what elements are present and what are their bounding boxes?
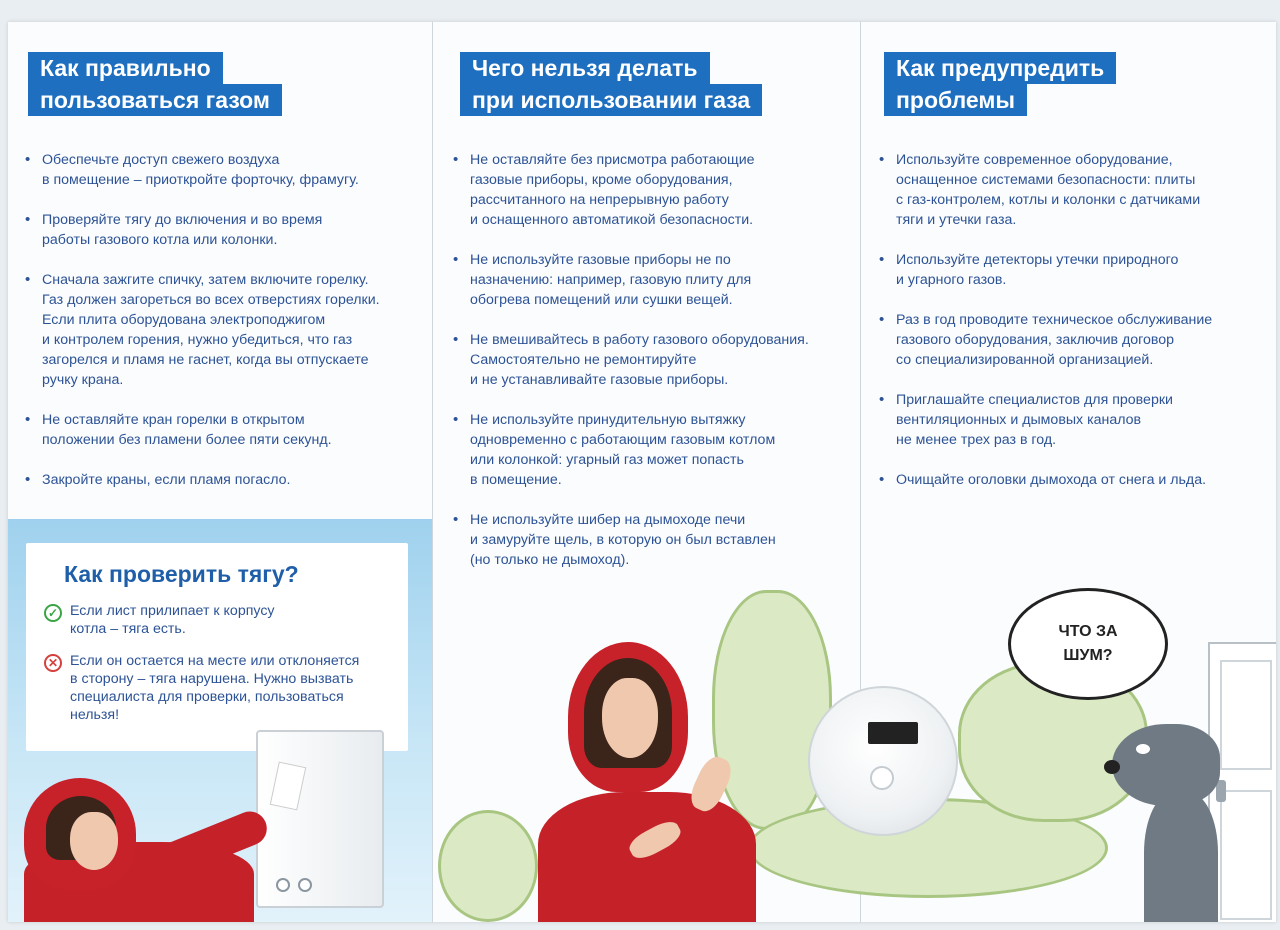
- door-panel: [1220, 790, 1272, 920]
- list-item: • Закройте краны, если пламя погасло.: [22, 470, 424, 490]
- gas-cloud-illustration: [438, 810, 538, 922]
- paper-sheet-illustration: [270, 762, 307, 811]
- bullet-list: [450, 150, 852, 590]
- bullet-list: [876, 150, 1268, 510]
- list-item: • Используйте детекторы утечки природного и угарного газов.: [876, 250, 1268, 290]
- detector-button: [870, 766, 894, 790]
- draft-check-card: [26, 543, 408, 751]
- list-item: • Не используйте шибер на дымоходе печи и замуруйте щель, в которую он был вставлен (но только не дымоход).: [450, 510, 852, 570]
- list-item: • Раз в год проводите техническое обслуживание газового оборудования, заключив договор со специализированной организацией.: [876, 310, 1268, 370]
- list-item: • Проверяйте тягу до включения и во время работы газового котла или колонки.: [22, 210, 424, 250]
- title-line: проблемы: [884, 84, 1027, 116]
- list-item: • Обеспечьте доступ свежего воздуха в помещение – приоткройте форточку, фрамугу.: [22, 150, 424, 190]
- title-line: Чего нельзя делать: [460, 52, 710, 84]
- door-panel: [1220, 660, 1272, 770]
- wolf-head-illustration: [1112, 724, 1220, 806]
- checkmark-icon: ✓: [44, 604, 62, 622]
- draft-ok-text: Если лист прилипает к корпусу котла – тяга есть.: [70, 603, 275, 637]
- list-item: • Не вмешивайтесь в работу газового оборудования. Самостоятельно не ремонтируйте и не устанавливайте газовые приборы.: [450, 330, 852, 390]
- list-item: • Не используйте принудительную вытяжку одновременно с работающим газовым котлом или колонкой: угарный газ может попасть в помещение.: [450, 410, 852, 490]
- title-line: Как предупредить: [884, 52, 1116, 84]
- leaflet-sheet: [8, 22, 1276, 922]
- panel-title-forbidden: [460, 52, 762, 116]
- gas-boiler-illustration: [256, 730, 384, 908]
- list-item: • Сначала зажгите спичку, затем включите горелку. Газ должен загореться во всех отверстиях горелки. Если плита оборудована электроподжигом и контролем горения, нужно убедиться, что газ загорелся и пламя не гаснет, когда вы отпускаете ручку крана.: [22, 270, 424, 390]
- door-illustration: [1208, 642, 1276, 922]
- list-item: • Не используйте газовые приборы не по назначению: например, газовую плиту для обогрева помещений или сушки вещей.: [450, 250, 852, 310]
- panel-title-prevent: [884, 52, 1116, 116]
- list-item: • Используйте современное оборудование, оснащенное системами безопасности: плиты с газ-контролем, котлы и колонки с датчиками тяги и утечки газа.: [876, 150, 1268, 230]
- list-item: • Не оставляйте без присмотра работающие газовые приборы, кроме оборудования, рассчитанного на непрерывную работу и оснащенного автоматикой безопасности.: [450, 150, 852, 230]
- speech-bubble: ЧТО ЗА ШУМ?: [1008, 588, 1168, 700]
- cross-icon: ✕: [44, 654, 62, 672]
- list-item: • Приглашайте специалистов для проверки вентиляционных и дымовых каналов не менее трех раз в год.: [876, 390, 1268, 450]
- draft-ok-row: [44, 602, 390, 638]
- list-item: • Не оставляйте кран горелки в открытом положении без пламени более пяти секунд.: [22, 410, 424, 450]
- panel-title-how-to-use: [28, 52, 282, 116]
- title-line: пользоваться газом: [28, 84, 282, 116]
- gas-detector-illustration: [808, 686, 958, 836]
- title-line: Как правильно: [28, 52, 223, 84]
- detector-screen: [868, 722, 918, 744]
- draft-check-title: Как проверить тягу?: [64, 561, 299, 587]
- draft-bad-text: Если он остается на месте или отклоняется в сторону – тяга нарушена. Нужно вызвать специалиста для проверки, пользоваться нельзя!: [70, 653, 360, 723]
- wolf-illustration: [1144, 792, 1218, 922]
- title-line: при использовании газа: [460, 84, 762, 116]
- bullet-list: [22, 150, 424, 510]
- gas-cloud-illustration: [712, 590, 832, 830]
- list-item: • Очищайте оголовки дымохода от снега и льда.: [876, 470, 1268, 490]
- draft-bad-row: [44, 652, 390, 724]
